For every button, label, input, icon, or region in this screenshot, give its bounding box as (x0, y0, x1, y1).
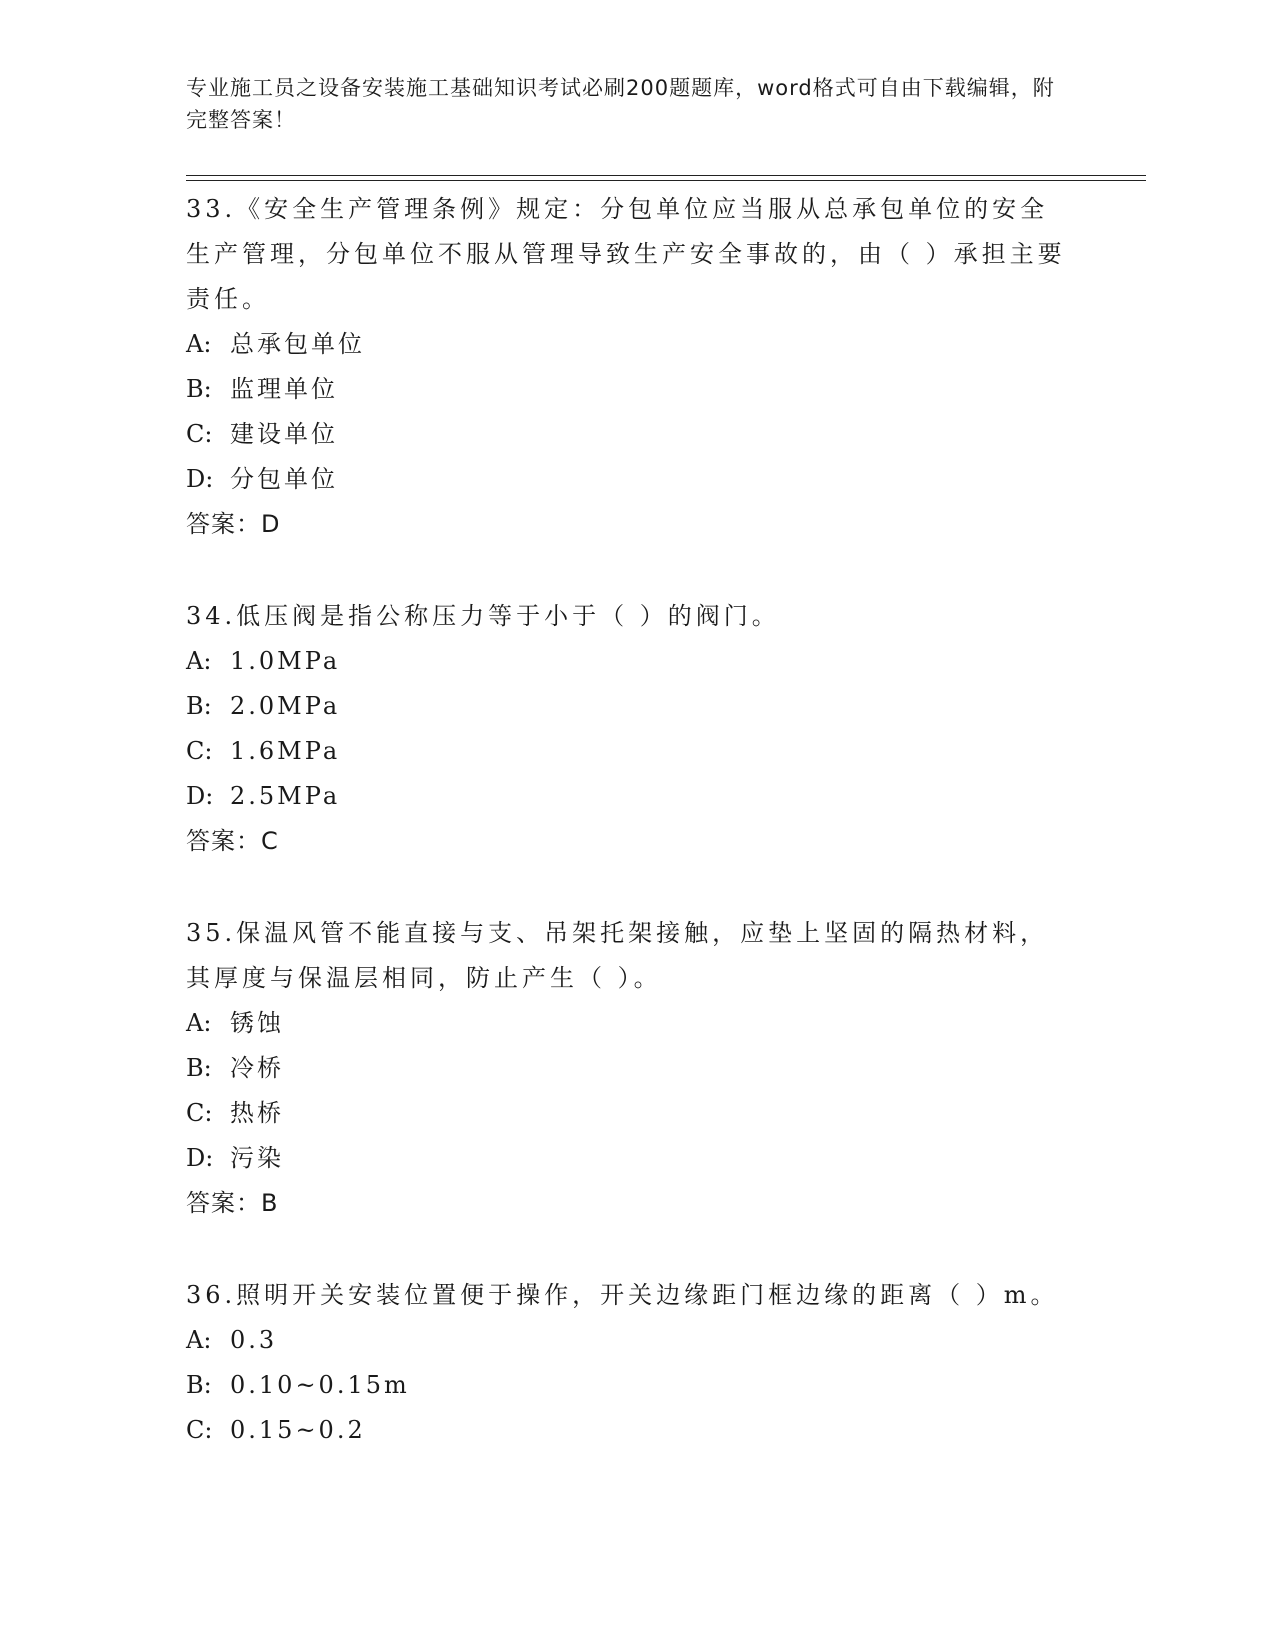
option-label: D: (186, 465, 214, 493)
question-text: 33.《安全生产管理条例》规定：分包单位应当服从总承包单位的安全生产管理，分包单位不服从管理导致生产安全事故的，由（ ）承担主要责任。 (186, 195, 1066, 313)
question-36 (186, 1273, 1076, 1453)
option-text: 0.3 (230, 1326, 278, 1354)
question-text: 34.低压阀是指公称压力等于小于（ ）的阀门。 (186, 602, 780, 630)
option-label: C: (186, 1099, 213, 1127)
option-b (186, 367, 1076, 412)
option-text: 2.0MPa (230, 692, 341, 720)
option-label: B: (186, 375, 212, 403)
option-label: A: (186, 330, 212, 358)
question-34 (186, 594, 1076, 864)
question-text: 36.照明开关安装位置便于操作，开关边缘距门框边缘的距离（ ）m。 (186, 1281, 1059, 1309)
option-b (186, 1363, 1076, 1408)
option-text: 0.15~0.2 (230, 1416, 366, 1444)
option-a (186, 322, 1076, 367)
option-a (186, 1318, 1076, 1363)
option-label: C: (186, 420, 213, 448)
question-35 (186, 911, 1076, 1226)
option-label: C: (186, 737, 213, 765)
question-spacer (186, 864, 1076, 911)
option-text: 冷桥 (230, 1054, 284, 1082)
option-label: B: (186, 1054, 212, 1082)
option-a (186, 1001, 1076, 1046)
option-c (186, 729, 1076, 774)
option-label: A: (186, 647, 212, 675)
option-text: 热桥 (230, 1099, 284, 1127)
answer-line: 答案：D (186, 510, 281, 538)
header-rule-bottom (186, 180, 1146, 181)
option-a (186, 639, 1076, 684)
question-text: 35.保温风管不能直接与支、吊架托架接触，应垫上坚固的隔热材料，其厚度与保温层相同，防止产生（ ）。 (186, 919, 1049, 992)
option-b (186, 684, 1076, 729)
option-c (186, 1091, 1076, 1136)
question-list (186, 187, 1076, 1453)
option-d (186, 1136, 1076, 1181)
option-label: B: (186, 1371, 212, 1399)
option-label: C: (186, 1416, 213, 1444)
answer-line: 答案：C (186, 827, 279, 855)
option-c (186, 1408, 1076, 1453)
option-label: D: (186, 1144, 214, 1172)
option-c (186, 412, 1076, 457)
option-text: 2.5MPa (230, 782, 341, 810)
option-text: 1.6MPa (230, 737, 341, 765)
document-header: 专业施工员之设备安装施工基础知识考试必刷200题题库，word格式可自由下载编辑，附完整答案！ (186, 76, 1055, 132)
option-label: D: (186, 782, 214, 810)
option-b (186, 1046, 1076, 1091)
option-text: 总承包单位 (230, 330, 365, 358)
option-text: 0.10~0.15m (230, 1371, 410, 1399)
option-text: 分包单位 (230, 465, 338, 493)
option-d (186, 774, 1076, 819)
option-d (186, 457, 1076, 502)
option-text: 监理单位 (230, 375, 338, 403)
option-label: A: (186, 1326, 212, 1354)
answer-line: 答案：B (186, 1189, 279, 1217)
question-33 (186, 187, 1076, 547)
option-label: B: (186, 692, 212, 720)
option-text: 1.0MPa (230, 647, 341, 675)
question-spacer (186, 1226, 1076, 1273)
option-text: 建设单位 (230, 420, 338, 448)
option-label: A: (186, 1009, 212, 1037)
question-spacer (186, 547, 1076, 594)
option-text: 锈蚀 (230, 1009, 284, 1037)
header-rule-top (186, 175, 1146, 176)
option-text: 污染 (230, 1144, 284, 1172)
